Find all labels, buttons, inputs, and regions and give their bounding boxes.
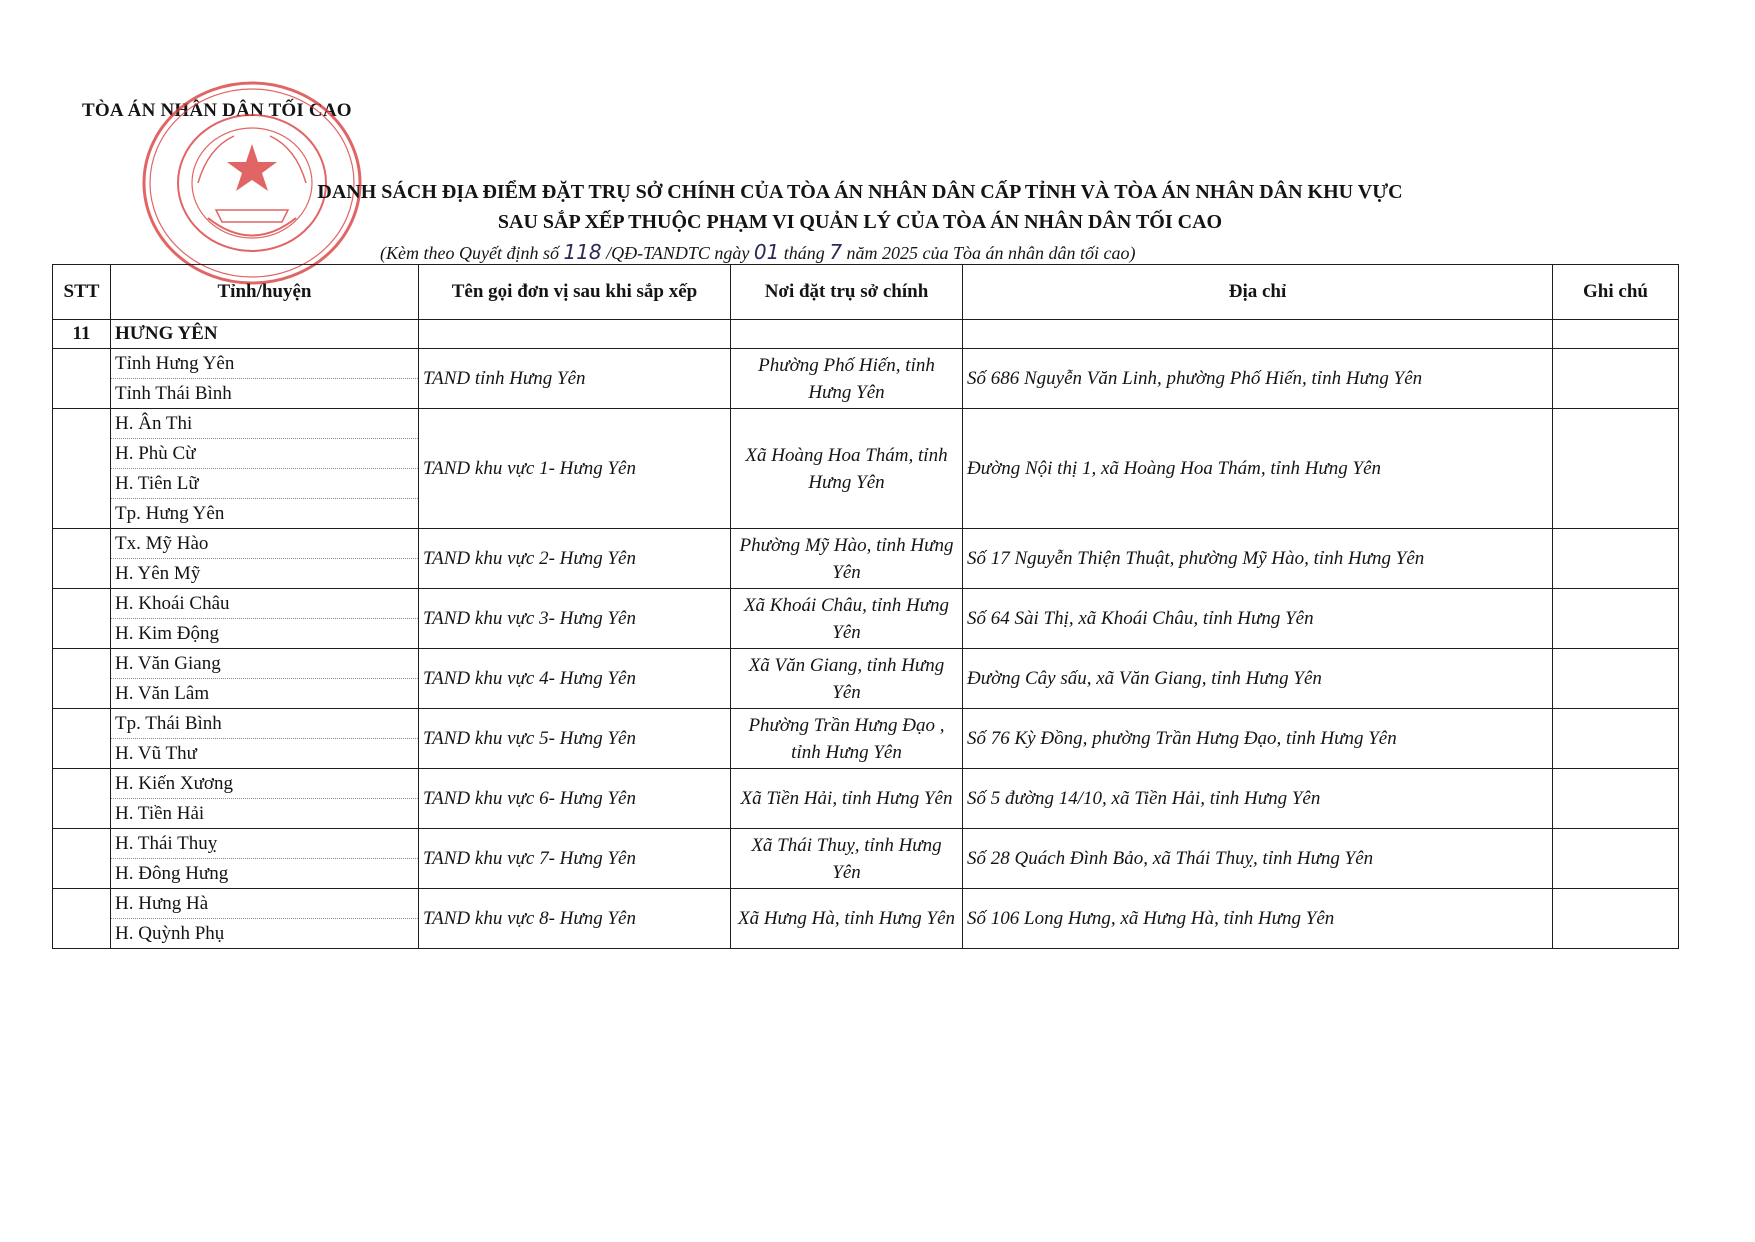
- headquarters-cell: Xã Tiền Hải, tỉnh Hưng Yên: [731, 769, 963, 829]
- district-name: Tp. Thái Bình: [111, 709, 418, 739]
- unit-name-cell: TAND khu vực 4- Hưng Yên: [419, 649, 731, 709]
- note-cell: [1553, 709, 1679, 769]
- table-row: [53, 769, 1679, 829]
- headquarters-cell: Xã Hoàng Hoa Thám, tỉnh Hưng Yên: [731, 409, 963, 529]
- headquarters-cell: Phường Phố Hiến, tỉnh Hưng Yên: [731, 349, 963, 409]
- header-stt: STT: [53, 265, 111, 320]
- stt-cell: [53, 409, 111, 529]
- address-cell: Số 106 Long Hưng, xã Hưng Hà, tỉnh Hưng Yên: [963, 889, 1553, 949]
- district-name: Tp. Hưng Yên: [115, 503, 225, 524]
- subtitle-part: /QĐ-TANDTC ngày: [601, 243, 754, 263]
- address-cell: Đường Nội thị 1, xã Hoàng Hoa Thám, tỉnh Hưng Yên: [963, 409, 1553, 529]
- stt-cell: [53, 529, 111, 589]
- section-row: [53, 320, 1679, 349]
- district-name: H. Quỳnh Phụ: [115, 923, 225, 944]
- note-cell: [1553, 529, 1679, 589]
- district-name: Tỉnh Thái Bình: [115, 383, 232, 404]
- district-list: [111, 889, 419, 949]
- district-name: H. Phù Cừ: [111, 439, 418, 469]
- district-name: H. Tiền Hải: [115, 803, 205, 824]
- address-cell: Đường Cây sấu, xã Văn Giang, tỉnh Hưng Yên: [963, 649, 1553, 709]
- district-list: [111, 349, 419, 409]
- stt-cell: [53, 649, 111, 709]
- note-cell: [1553, 649, 1679, 709]
- subtitle-part: tháng: [779, 243, 830, 263]
- address-cell: Số 64 Sài Thị, xã Khoái Châu, tỉnh Hưng Yên: [963, 589, 1553, 649]
- district-name: Tx. Mỹ Hào: [111, 529, 418, 559]
- stt-cell: [53, 589, 111, 649]
- address-cell: Số 686 Nguyễn Văn Linh, phường Phố Hiến, tỉnh Hưng Yên: [963, 349, 1553, 409]
- address-cell: Số 28 Quách Đình Bảo, xã Thái Thuỵ, tỉnh Hưng Yên: [963, 829, 1553, 889]
- table-row: [53, 529, 1679, 589]
- headquarters-cell: Xã Khoái Châu, tỉnh Hưng Yên: [731, 589, 963, 649]
- document-title-line-1: DANH SÁCH ĐỊA ĐIỂM ĐẶT TRỤ SỞ CHÍNH CỦA TÒA ÁN NHÂN DÂN CẤP TỈNH VÀ TÒA ÁN NHÂN DÂN KHU VỰC: [317, 181, 1403, 203]
- table-row: [53, 589, 1679, 649]
- header-province-district: Tỉnh/huyện: [111, 265, 419, 320]
- district-list: [111, 529, 419, 589]
- district-list: [111, 709, 419, 769]
- unit-name-cell: TAND khu vực 2- Hưng Yên: [419, 529, 731, 589]
- empty-cell: [731, 320, 963, 349]
- headquarters-cell: Xã Văn Giang, tỉnh Hưng Yên: [731, 649, 963, 709]
- district-list: [111, 409, 419, 529]
- empty-cell: [419, 320, 731, 349]
- subtitle-part: năm 2025 của Tòa án nhân dân tối cao): [842, 243, 1136, 263]
- address-cell: Số 17 Nguyễn Thiện Thuật, phường Mỹ Hào, tỉnh Hưng Yên: [963, 529, 1553, 589]
- subtitle-part: (Kèm theo Quyết định số: [380, 243, 564, 263]
- district-name: H. Văn Giang: [111, 649, 418, 679]
- table-row: [53, 889, 1679, 949]
- empty-cell: [1553, 320, 1679, 349]
- headquarters-cell: Xã Hưng Hà, tỉnh Hưng Yên: [731, 889, 963, 949]
- header-unit-name: Tên gọi đơn vị sau khi sắp xếp: [419, 265, 731, 320]
- unit-name-cell: TAND khu vực 1- Hưng Yên: [419, 409, 731, 529]
- district-list: [111, 649, 419, 709]
- stt-cell: [53, 709, 111, 769]
- headquarters-cell: Xã Thái Thuỵ, tỉnh Hưng Yên: [731, 829, 963, 889]
- note-cell: [1553, 769, 1679, 829]
- note-cell: [1553, 889, 1679, 949]
- unit-name-cell: TAND khu vực 8- Hưng Yên: [419, 889, 731, 949]
- stt-cell: [53, 889, 111, 949]
- district-name: H. Kim Động: [115, 623, 219, 644]
- district-name: H. Tiên Lữ: [111, 469, 418, 499]
- district-list: [111, 829, 419, 889]
- district-name: H. Văn Lâm: [115, 683, 210, 704]
- header-address: Địa chỉ: [963, 265, 1553, 320]
- headquarters-cell: Phường Mỹ Hào, tỉnh Hưng Yên: [731, 529, 963, 589]
- note-cell: [1553, 349, 1679, 409]
- table-row: [53, 649, 1679, 709]
- document-subtitle: [380, 240, 1136, 264]
- district-name: H. Kiến Xương: [111, 769, 418, 799]
- handwritten-day: 01: [753, 240, 780, 264]
- unit-name-cell: TAND khu vực 3- Hưng Yên: [419, 589, 731, 649]
- header-notes: Ghi chú: [1553, 265, 1679, 320]
- header-headquarters: Nơi đặt trụ sở chính: [731, 265, 963, 320]
- district-name: H. Vũ Thư: [115, 743, 197, 764]
- district-name: H. Ân Thi: [111, 409, 418, 439]
- agency-name: TÒA ÁN NHÂN DÂN TỐI CAO: [82, 100, 352, 121]
- note-cell: [1553, 829, 1679, 889]
- table-row: [53, 829, 1679, 889]
- headquarters-cell: Phường Trần Hưng Đạo , tỉnh Hưng Yên: [731, 709, 963, 769]
- table-row: [53, 409, 1679, 529]
- section-province: HƯNG YÊN: [111, 320, 419, 349]
- district-name: H. Hưng Hà: [111, 889, 418, 919]
- address-cell: Số 76 Kỳ Đồng, phường Trần Hưng Đạo, tỉnh Hưng Yên: [963, 709, 1553, 769]
- unit-name-cell: TAND tỉnh Hưng Yên: [419, 349, 731, 409]
- note-cell: [1553, 589, 1679, 649]
- table-row: [53, 709, 1679, 769]
- district-name: Tỉnh Hưng Yên: [111, 349, 418, 379]
- district-name: H. Yên Mỹ: [115, 563, 201, 584]
- stt-cell: [53, 349, 111, 409]
- district-list: [111, 589, 419, 649]
- handwritten-decision-number: 118: [563, 240, 602, 264]
- court-location-table: [52, 264, 1679, 949]
- note-cell: [1553, 409, 1679, 529]
- unit-name-cell: TAND khu vực 6- Hưng Yên: [419, 769, 731, 829]
- district-list: [111, 769, 419, 829]
- empty-cell: [963, 320, 1553, 349]
- address-cell: Số 5 đường 14/10, xã Tiền Hải, tỉnh Hưng Yên: [963, 769, 1553, 829]
- section-stt: 11: [53, 320, 111, 349]
- table-row: [53, 349, 1679, 409]
- unit-name-cell: TAND khu vực 5- Hưng Yên: [419, 709, 731, 769]
- district-name: H. Khoái Châu: [111, 589, 418, 619]
- stt-cell: [53, 769, 111, 829]
- table-body: [53, 320, 1679, 949]
- table-header-row: [53, 265, 1679, 320]
- handwritten-month: 7: [829, 240, 843, 264]
- document-title-line-2: SAU SẮP XẾP THUỘC PHẠM VI QUẢN LÝ CỦA TÒA ÁN NHÂN DÂN TỐI CAO: [497, 211, 1223, 233]
- district-name: H. Thái Thuỵ: [111, 829, 418, 859]
- district-name: H. Đông Hưng: [115, 863, 229, 884]
- stt-cell: [53, 829, 111, 889]
- unit-name-cell: TAND khu vực 7- Hưng Yên: [419, 829, 731, 889]
